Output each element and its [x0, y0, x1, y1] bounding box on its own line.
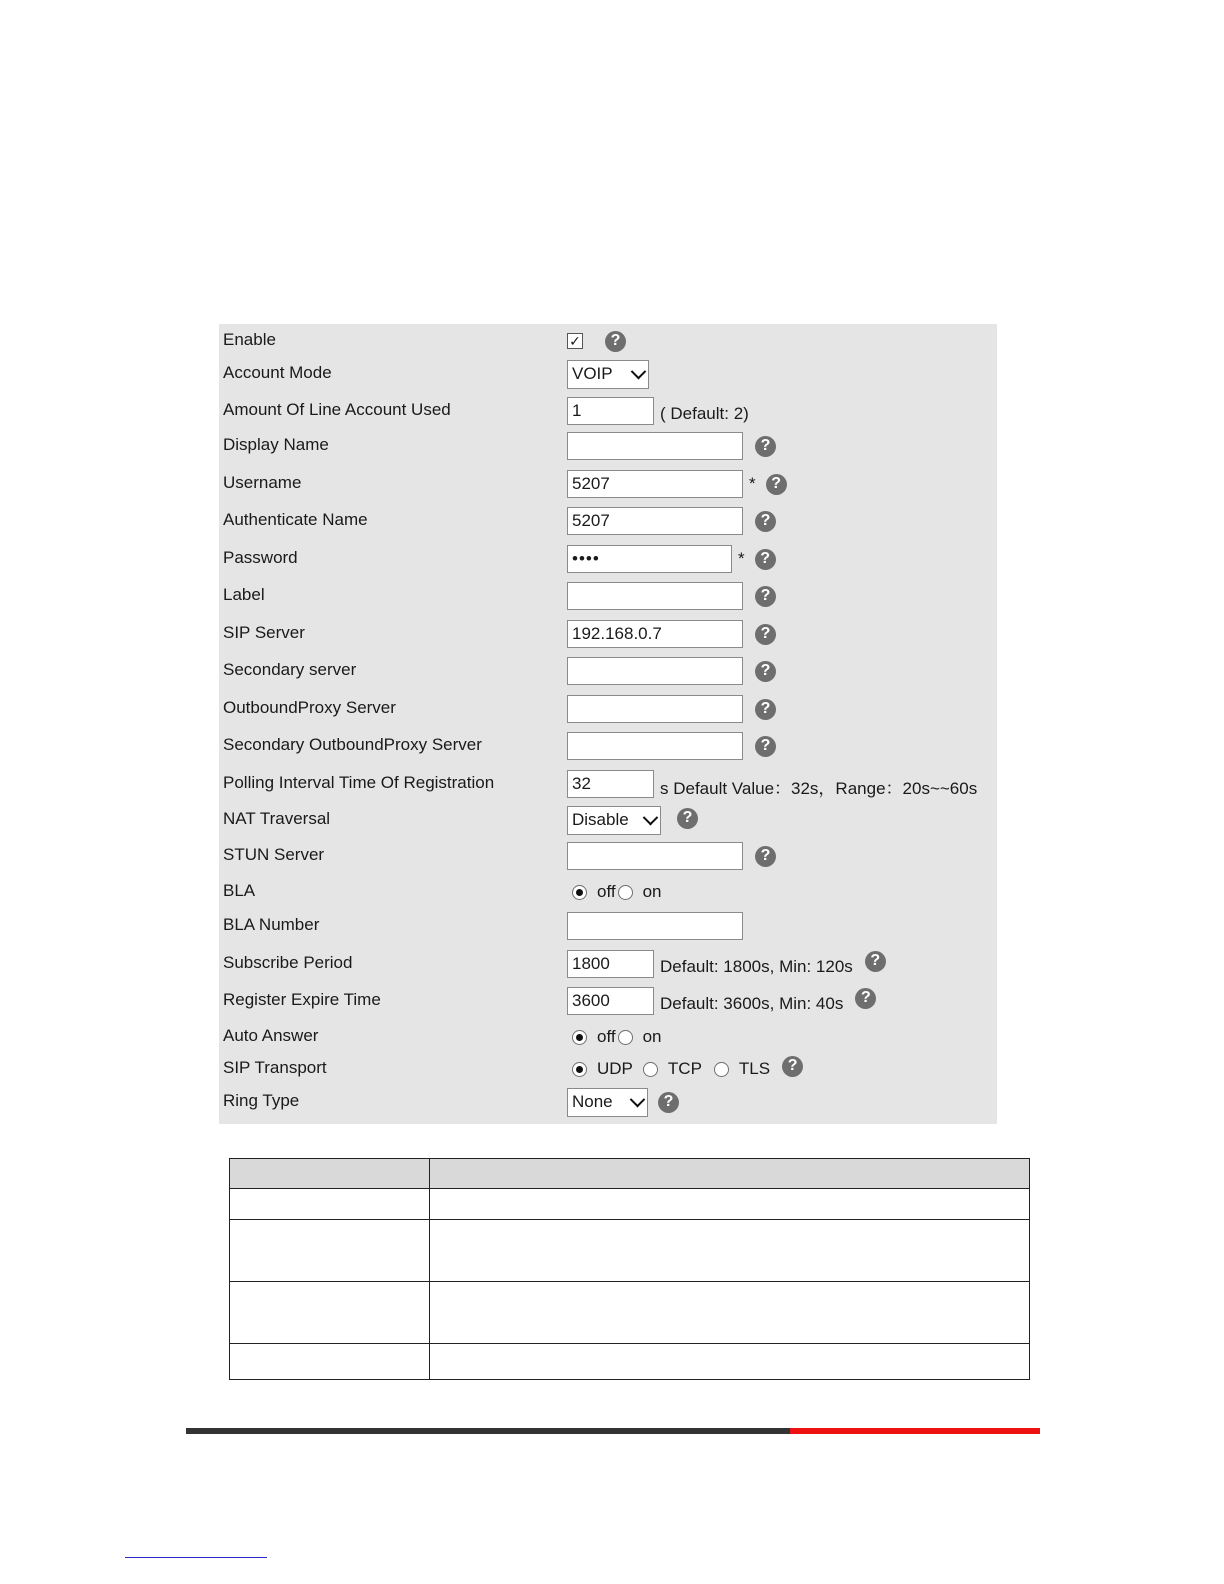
line-amount-input[interactable]: 1 [567, 397, 654, 425]
row-secondary-server [219, 654, 997, 688]
subscribe-period-hint: Default: 1800s, Min: 120s [660, 957, 853, 976]
auto-answer-off-radio[interactable] [572, 1030, 587, 1045]
enable-checkbox[interactable]: ✓ [567, 333, 583, 349]
password-input[interactable]: •••• [567, 545, 732, 573]
table-header-cell [230, 1159, 430, 1189]
help-icon[interactable]: ? [755, 624, 776, 645]
row-stun-server [219, 839, 997, 873]
row-display-name [219, 429, 997, 463]
sip-server-input[interactable]: 192.168.0.7 [567, 620, 743, 648]
ring-type-label: Ring Type [223, 1091, 300, 1110]
help-icon[interactable]: ? [755, 586, 776, 607]
table-cell [230, 1220, 430, 1282]
ring-type-select[interactable] [567, 1088, 648, 1117]
bla-number-input[interactable] [567, 912, 743, 940]
help-icon[interactable]: ? [658, 1092, 679, 1113]
secondary-outbound-proxy-input[interactable] [567, 732, 743, 760]
help-icon[interactable]: ? [605, 331, 626, 352]
row-nat-traversal [219, 803, 997, 837]
auto-answer-on-label: on [642, 1027, 662, 1046]
row-username [219, 467, 997, 501]
table-cell [430, 1220, 1030, 1282]
auth-name-label: Authenticate Name [223, 510, 368, 529]
footer-bar-dark [186, 1428, 790, 1434]
row-line-amount [219, 394, 997, 428]
row-account-mode [219, 357, 997, 391]
bla-label: BLA [223, 881, 256, 900]
outbound-proxy-input[interactable] [567, 695, 743, 723]
help-icon[interactable]: ? [755, 661, 776, 682]
secondary-outbound-proxy-label: Secondary OutboundProxy Server [223, 735, 482, 754]
table-cell [430, 1189, 1030, 1220]
table-row [230, 1282, 1030, 1344]
sip-transport-udp-label: UDP [597, 1059, 633, 1078]
stun-server-label: STUN Server [223, 845, 325, 864]
table-header-row [230, 1159, 1030, 1189]
password-required-mark: * [738, 549, 745, 568]
polling-interval-hint: s Default Value：32s，Range：20s~~60s [660, 778, 978, 798]
auth-name-input[interactable]: 5207 [567, 507, 743, 535]
subscribe-period-label: Subscribe Period [223, 953, 353, 972]
sip-server-label: SIP Server [223, 623, 305, 642]
nat-traversal-label: NAT Traversal [223, 809, 331, 828]
line-amount-hint: ( Default: 2) [660, 404, 749, 423]
register-expire-hint: Default: 3600s, Min: 40s [660, 994, 844, 1013]
bla-number-label: BLA Number [223, 915, 320, 934]
label-input[interactable] [567, 582, 743, 610]
row-subscribe-period [219, 947, 997, 981]
account-mode-select[interactable] [567, 360, 649, 389]
register-expire-input[interactable]: 3600 [567, 987, 654, 1015]
row-ring-type [219, 1085, 997, 1119]
row-bla [219, 875, 997, 909]
row-enable [219, 324, 997, 358]
help-icon[interactable]: ? [755, 436, 776, 457]
row-password [219, 542, 997, 576]
username-label: Username [223, 473, 302, 492]
row-polling-interval [219, 767, 997, 801]
chevron-down-icon [643, 809, 659, 825]
table-row [230, 1344, 1030, 1380]
auto-answer-on-radio[interactable] [618, 1030, 633, 1045]
sip-transport-tls-radio[interactable] [714, 1062, 729, 1077]
table-row [230, 1220, 1030, 1282]
sip-transport-udp-radio[interactable] [572, 1062, 587, 1077]
account-mode-label: Account Mode [223, 363, 332, 382]
label-label: Label [223, 585, 265, 604]
row-sip-server [219, 617, 997, 651]
help-icon[interactable]: ? [755, 736, 776, 757]
row-auth-name [219, 504, 997, 538]
account-mode-value: VOIP [572, 364, 613, 383]
nat-traversal-select[interactable] [567, 806, 661, 835]
table-cell [230, 1189, 430, 1220]
row-sip-transport [219, 1052, 997, 1086]
table-cell [430, 1344, 1030, 1380]
outbound-proxy-label: OutboundProxy Server [223, 698, 396, 717]
display-name-label: Display Name [223, 435, 329, 454]
row-outbound-proxy [219, 692, 997, 726]
display-name-input[interactable] [567, 432, 743, 460]
auto-answer-label: Auto Answer [223, 1026, 319, 1045]
ring-type-value: None [572, 1092, 613, 1111]
chevron-down-icon [631, 363, 647, 379]
secondary-server-label: Secondary server [223, 660, 357, 679]
row-secondary-outbound-proxy [219, 729, 997, 763]
table-cell [230, 1344, 430, 1380]
username-input[interactable]: 5207 [567, 470, 743, 498]
help-icon[interactable]: ? [755, 511, 776, 532]
auto-answer-off-label: off [597, 1027, 616, 1046]
bla-on-radio[interactable] [618, 885, 633, 900]
footer-bar-red [790, 1428, 1040, 1434]
table-cell [430, 1282, 1030, 1344]
sip-transport-label: SIP Transport [223, 1058, 327, 1077]
table-cell [230, 1282, 430, 1344]
password-label: Password [223, 548, 298, 567]
polling-interval-input[interactable]: 32 [567, 770, 654, 798]
register-expire-label: Register Expire Time [223, 990, 381, 1009]
bla-off-radio[interactable] [572, 885, 587, 900]
account-settings-panel [219, 324, 997, 1124]
username-required-mark: * [749, 474, 756, 493]
help-icon[interactable]: ? [755, 549, 776, 570]
stun-server-input[interactable] [567, 842, 743, 870]
bla-on-label: on [642, 882, 662, 901]
help-icon[interactable]: ? [855, 988, 876, 1009]
help-icon[interactable]: ? [782, 1056, 803, 1077]
sip-transport-tcp-radio[interactable] [643, 1062, 658, 1077]
footer-link-underline[interactable] [125, 1557, 267, 1558]
help-icon[interactable]: ? [677, 808, 698, 829]
sip-transport-tls-label: TLS [738, 1059, 771, 1078]
help-icon[interactable]: ? [755, 699, 776, 720]
nat-traversal-value: Disable [572, 810, 629, 829]
chevron-down-icon [630, 1091, 646, 1107]
subscribe-period-input[interactable]: 1800 [567, 950, 654, 978]
table-header-cell [430, 1159, 1030, 1189]
bla-off-label: off [597, 882, 616, 901]
enable-label: Enable [223, 330, 276, 349]
row-bla-number [219, 909, 997, 943]
row-auto-answer [219, 1020, 997, 1054]
row-label [219, 579, 997, 613]
line-amount-label: Amount Of Line Account Used [223, 400, 451, 419]
table-row [230, 1189, 1030, 1220]
parameter-description-table [229, 1158, 1030, 1380]
help-icon[interactable]: ? [755, 846, 776, 867]
help-icon[interactable]: ? [865, 951, 886, 972]
secondary-server-input[interactable] [567, 657, 743, 685]
polling-interval-label: Polling Interval Time Of Registration [223, 773, 495, 792]
help-icon[interactable]: ? [766, 474, 787, 495]
row-register-expire [219, 984, 997, 1018]
sip-transport-tcp-label: TCP [667, 1059, 702, 1078]
